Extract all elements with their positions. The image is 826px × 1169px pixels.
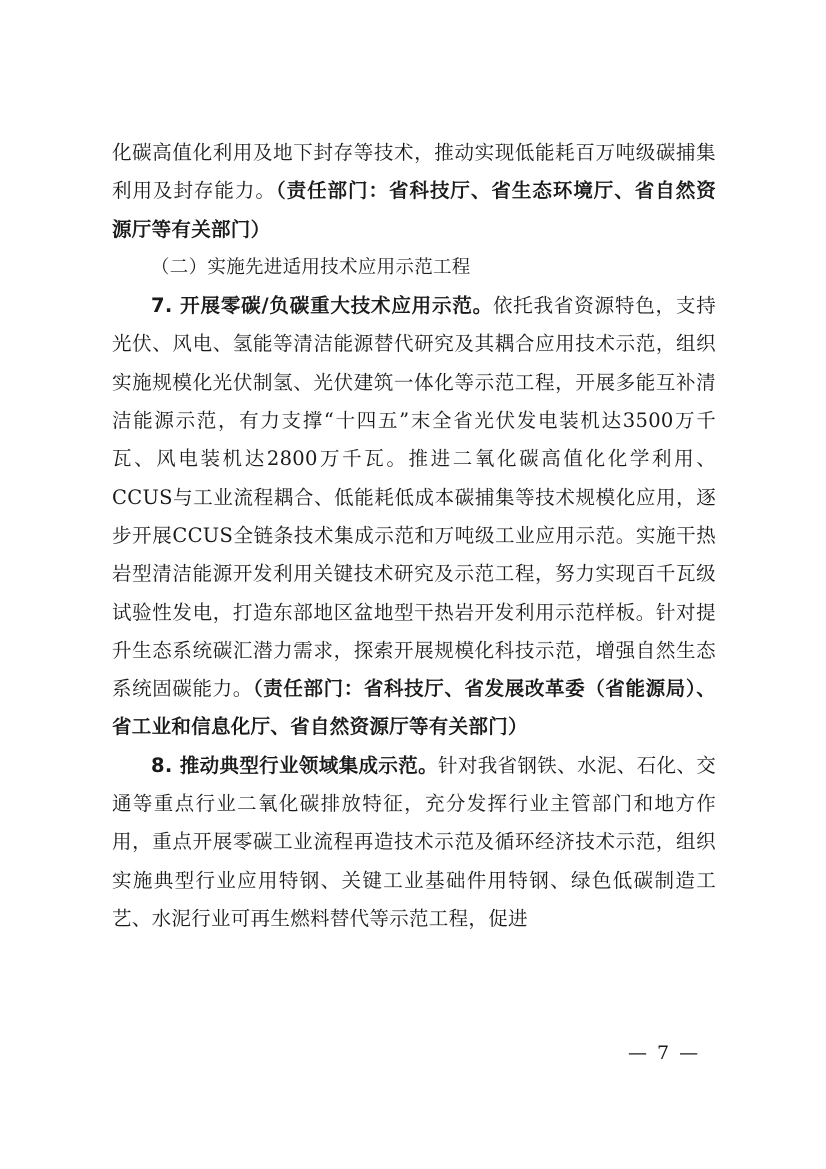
item-8-paragraph xyxy=(112,747,716,938)
page-number: — 7 — xyxy=(628,1042,701,1064)
item-7-text: 依托我省资源特色，支持光伏、风电、氢能等清洁能源替代研究及其耦合应用技术示范，组织实施规模化光伏制氢、光伏建筑一体化等示范工程，开展多能互补清洁能源示范，有力支撑“十四五”末全省光伏发电装机达3500万千瓦、风电装机达2800万千瓦。推进二氧化碳高值化化学利用、CCUS与工业流程耦合、低能耗低成本碳捕集等技术规模化应用，逐步开展CCUS全链条技术集成示范和万吨级工业应用示范。实施干热岩型清洁能源开发利用关键技术研究及示范工程，努力实现百千瓦级试验性发电，打造东部地区盆地型干热岩开发利用示范样板。针对提升生态系统碳汇潜力需求，探索开展规模化科技示范，增强自然生态系统固碳能力。 xyxy=(112,294,716,701)
item-7-responsibility: （责任部门：省科技厅、省发展改革委（省能源局）、省工业和信息化厅、省自然资源厅等有关部门） xyxy=(112,677,717,739)
responsibility-note: （责任部门：省科技厅、省生态环境厅、省自然资源厅等有关部门） xyxy=(112,179,716,241)
paragraph-text: 化碳高值化利用及地下封存等技术，推动实现低能耗百万吨级碳捕集利用及封存能力。 xyxy=(112,141,716,203)
section-heading: （二）实施先进适用技术应用示范工程 xyxy=(151,256,471,278)
body-text xyxy=(112,134,716,938)
item-7-lead: 7. 开展零碳/负碳重大技术应用示范。 xyxy=(151,294,493,318)
item-7-paragraph xyxy=(112,287,716,747)
item-8-lead: 8. 推动典型行业领域集成示范。 xyxy=(151,753,438,777)
paragraph-continuation xyxy=(112,134,716,249)
item-8-text: 针对我省钢铁、水泥、石化、交通等重点行业二氧化碳排放特征，充分发挥行业主管部门和地方作用，重点开展零碳工业流程再造技术示范及循环经济技术示范，组织实施典型行业应用特钢、关键工业基础件用特钢、绿色低碳制造工艺、水泥行业可再生燃料替代等示范工程，促进 xyxy=(112,753,716,930)
